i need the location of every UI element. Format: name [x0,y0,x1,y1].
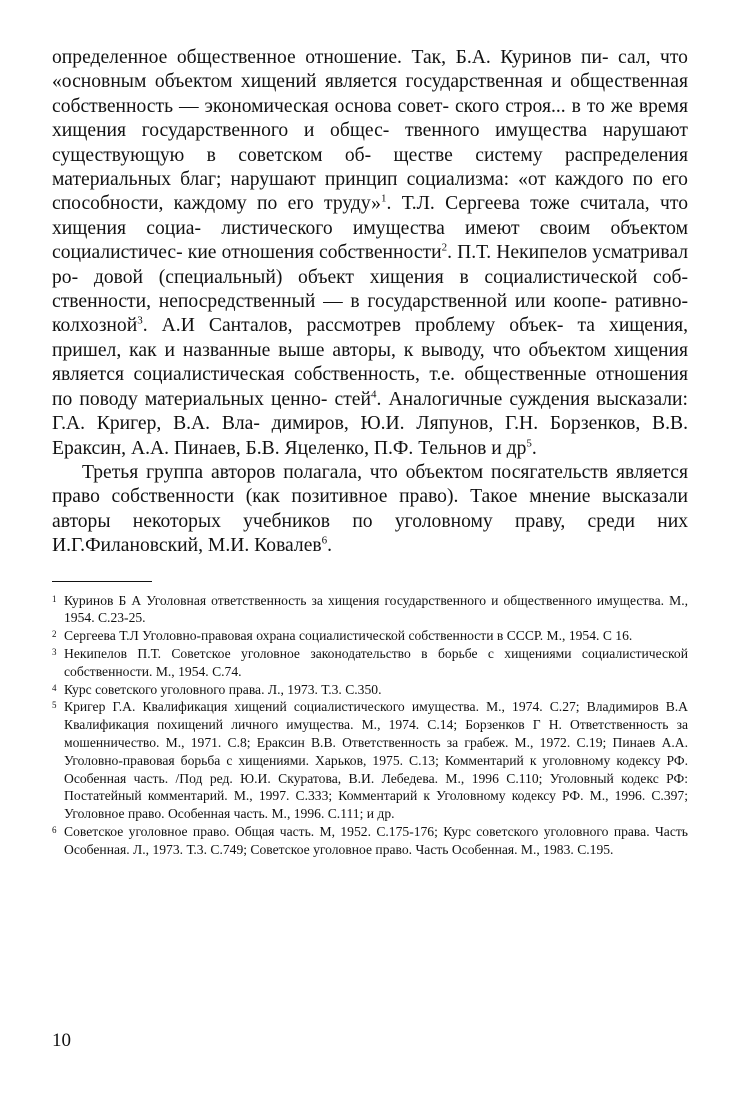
footnote-text: Кригер Г.А. Квалификация хищений социалистического имущества. М., 1974. С.27; Владимиров В.А Квалификация похищений личного имущества. М., 1974. С.14; Борзенков Г Н. Ответственность за мошенничество. М., 1971. С.8; Ераксин В.В. Ответственность за грабеж. М., 1972. С.19; Пинаев А.А. Уголовно-правовая борьба с хищениями. Харьков, 1975. С.13; Комментарий к уголовному кодексу РФ. Особенная часть. /Под ред. Ю.И. Скуратова, В.И. Лебедева. М., 1996 С.110; Уголовный кодекс РФ: Постатейный комментарий. М., 1997. С.333; Комментарий к Уголовному кодексу РФ. М., 1996. С.397; Уголовное право. Особенная часть. М., 1996. С.111; и др. [64,699,688,822]
footnote-text: Курс советского уголовного права. Л., 1973. Т.3. С.350. [64,681,382,697]
footnote-text: Советское уголовное право. Общая часть. М, 1952. С.175-176; Курс советского уголовного права. Часть Особенная. Л., 1973. Т.3. С.749; Советское уголовное право. Часть Особенная. М., 1983. С.195. [64,823,688,857]
footnote-text: Некипелов П.Т. Советское уголовное законодательство в борьбе с хищениями социалистической собственности. М., 1954. С.74. [64,645,688,679]
text-line: . Аналогичные суждения высказали: Г.А. Кригер, В.А. Вла- [52,388,688,435]
footnote-ref-2[interactable]: 2 [441,241,448,254]
paragraph-2: Третья группа авторов полагала, что объектом посягательств является право собственности (как позитивное право). Такое мнение высказали авторы некоторых учебников по уголовному праву, среди них И.Г.Филановский, М.И. Ковалев$^6$. [52,461,689,557]
footnote-mark: 4 [52,682,57,693]
footnote-mark: 1 [52,593,57,604]
text-line: т.е. общественные отношения по поводу материальных ценно- [52,364,689,410]
footnote-2 [52,627,688,645]
text-line: и общественная собственность — экономическая основа совет- [52,71,688,117]
footnote-3 [52,645,688,681]
paragraph-1: определенное общественное отношение. Так, Б.А. Куринов пи- сал, что «основным объектом хищений является государственная и общественная собственность — экономическая основа совет- ского строя... в то же время хищения государственного и общес- твенного имущества нарушают существующую в советском об- ществе систему распределения материальных благ; нарушают принцип социализма: «от каждого по его способности, каждому по его труду»$^1$. Т.Л. Сергеева тоже считала, что хищения социа- листического имущества имеют своим объектом социалистичес- кие отношения собственности$^2$. П.Т. Некипелов усматривал ро- довой (специальный) объект хищения в социалистической соб- ственности, непосредственный — в государственной или коопе- ративно-колхозной$^3$. А.И Санталов, рассмотрев проблему объек- та хищения, пришел, как и названные выше авторы, к выводу, что объектом хищения является социалистическая собственность, т.е. общественные отношения по поводу материальных ценно- стей$^4$. Аналогичные суждения высказали: Г.А. Кригер, В.А. Вла- димиров, Ю.И. Ляпунов, Г.Н. Борзенков, В.В. Ераксин, А.А. Пинаев, Б.В. Яцеленко, П.Ф. Тельнов и $др^5$. [52,47,689,459]
text-line: определенное общественное отношение. Так, Б.А. Куринов пи- [52,47,609,68]
text-line: является право собственности (как позитивное право). Такое [52,461,688,508]
footnote-mark: 5 [52,700,57,711]
footnote-mark: 6 [52,824,57,835]
text-line: димиров, Ю.И. Ляпунов, Г.Н. Борзенков, В.В. Ераксин, А.А. [52,413,688,459]
footnotes [52,592,688,859]
page-number: 10 [52,1030,71,1051]
text-line: ративно-колхозной [52,291,689,337]
text-line: та хищения, пришел, как и названные выше авторы, к выводу, [52,315,688,361]
text-line: ственности, непосредственный — в государственной или коопе- [52,291,608,313]
text-line: кие отношения собственности [187,242,442,264]
text-line: . А.И Санталов, рассмотрев проблему объек- [142,315,564,337]
text-line: твенного имущества нарушают существующую в советском об- [52,120,688,166]
footnote-text: Сергеева Т.Л Уголовно-правовая охрана социалистической собственности в СССР. М., 1954. С 16. [64,628,633,644]
footnote-ref-4[interactable]: 4 [371,388,377,401]
footnote-mark: 2 [52,629,57,640]
text-line: сал, что «основным объектом хищений является государственная [52,47,688,93]
footnote-ref-3[interactable]: 3 [137,314,143,327]
footnote-6 [52,823,688,859]
text-line: ского строя... в то же время хищения государственного и общес- [52,95,688,142]
footnote-4 [52,681,688,699]
text-line: мнение высказали авторы некоторых учебников по уголовному [52,486,689,532]
text-line: довой (специальный) объект хищения в социалистической соб- [93,266,688,288]
footnote-1 [52,592,688,628]
text-line: принцип социализма: «от каждого по его способности, каждому [52,169,688,215]
footnote-text: Куринов Б А Уголовная ответственность за хищения государственного и общественного имущества. М., 1954. С.23-25. [64,592,688,626]
footnote-ref-5[interactable]: 5 [526,436,532,449]
text-line: . Т.Л. Сергеева тоже считала, что хищения социа- [52,193,688,239]
footnote-ref-1[interactable]: 1 [380,192,387,205]
text-line: по его труду» [257,193,381,215]
text-line: листического имущества имеют своим объектом социалистичес- [52,217,689,264]
text-line: . П.Т. Некипелов усматривал ро- [52,242,688,288]
main-text [52,46,688,559]
footnote-mark: 3 [52,646,57,657]
text-line: праву, среди них И.Г.Филановский, М.И. Ковалев [52,510,688,557]
text-line: Пинаев, Б.В. Яцеленко, П.Ф. Тельнов и др [173,437,527,459]
text-line: что объектом хищения является социалистическая собственность, [52,339,688,386]
footnote-ref-6[interactable]: 6 [321,534,328,547]
text-line: стей [334,388,371,410]
text-line: Третья группа авторов полагала, что объектом посягательств [82,461,609,483]
footnote-5 [52,698,688,823]
text-line: ществе систему распределения материальных благ; нарушают [52,144,688,191]
footnote-separator [52,581,152,582]
